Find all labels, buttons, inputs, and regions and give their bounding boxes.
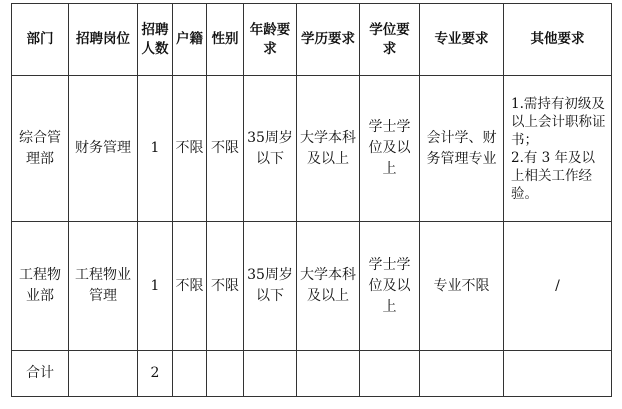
cell-education: 大学本科及以上 (297, 76, 360, 222)
header-department: 部门 (12, 4, 69, 76)
cell-count: 1 (138, 76, 173, 222)
other-requirement-2: 2.有 3 年及以上相关工作经验。 (511, 149, 596, 202)
total-count: 2 (138, 351, 173, 397)
cell-department: 综合管理部 (12, 76, 69, 222)
total-empty-cell (69, 351, 138, 397)
table-header-row (12, 4, 612, 76)
cell-department: 工程物业部 (12, 222, 69, 351)
cell-gender: 不限 (207, 76, 244, 222)
cell-degree: 学士学位及以上 (360, 76, 420, 222)
header-gender: 性别 (207, 4, 244, 76)
total-empty-cell (297, 351, 360, 397)
header-position: 招聘岗位 (69, 4, 138, 76)
header-other: 其他要求 (504, 4, 612, 76)
total-empty-cell (504, 351, 612, 397)
cell-degree: 学士学位及以上 (360, 222, 420, 351)
table-total-row (12, 351, 612, 397)
header-degree: 学位要求 (360, 4, 420, 76)
cell-hukou: 不限 (173, 222, 207, 351)
header-major: 专业要求 (420, 4, 504, 76)
total-label: 合计 (12, 351, 69, 397)
cell-position: 财务管理 (69, 76, 138, 222)
total-empty-cell (207, 351, 244, 397)
recruitment-table (11, 3, 612, 397)
total-empty-cell (360, 351, 420, 397)
cell-education: 大学本科及以上 (297, 222, 360, 351)
cell-hukou: 不限 (173, 76, 207, 222)
cell-other (504, 76, 612, 222)
header-age: 年龄要求 (244, 4, 297, 76)
header-count: 招聘人数 (138, 4, 173, 76)
total-empty-cell (173, 351, 207, 397)
table-row (12, 222, 612, 351)
total-empty-cell (420, 351, 504, 397)
cell-age: 35周岁以下 (244, 76, 297, 222)
cell-major: 会计学、财务管理专业 (420, 76, 504, 222)
cell-gender: 不限 (207, 222, 244, 351)
total-empty-cell (244, 351, 297, 397)
other-requirement-1: 1.需持有初级及以上会计职称证书； (511, 95, 606, 148)
cell-major: 专业不限 (420, 222, 504, 351)
header-hukou: 户籍 (173, 4, 207, 76)
header-education: 学历要求 (297, 4, 360, 76)
cell-count: 1 (138, 222, 173, 351)
cell-other: / (504, 222, 612, 351)
cell-age: 35周岁以下 (244, 222, 297, 351)
cell-position: 工程物业管理 (69, 222, 138, 351)
table-row (12, 76, 612, 222)
